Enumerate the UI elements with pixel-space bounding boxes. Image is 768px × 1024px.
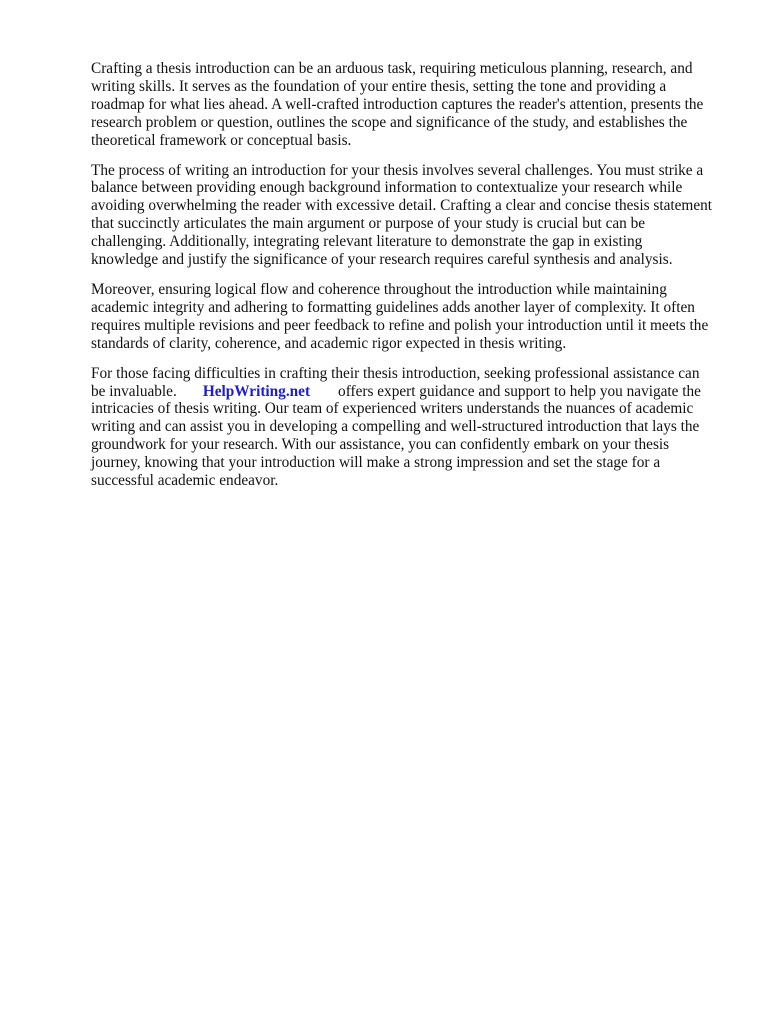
- helpwriting-link[interactable]: HelpWriting.net: [202, 382, 311, 400]
- text-line: academic integrity and adhering to formatting guidelines adds another layer of complexity. It often: [91, 298, 695, 316]
- text-segment: offers expert guidance and support to help you navigate the: [338, 382, 701, 400]
- text-line: requires multiple revisions and peer feedback to refine and polish your introduction until it meets the: [91, 316, 709, 334]
- text-line-with-link: [91, 383, 731, 401]
- text-line: balance between providing enough background information to contextualize your research while: [91, 179, 683, 197]
- text-line: standards of clarity, coherence, and academic rigor expected in thesis writing.: [91, 334, 567, 352]
- text-line: intricacies of thesis writing. Our team of experienced writers understands the nuances of academic: [91, 400, 694, 418]
- text-line: writing skills. It serves as the foundation of your entire thesis, setting the tone and providing a: [91, 77, 667, 95]
- text-line: For those facing difficulties in crafting their thesis introduction, seeking professional assistance can: [91, 364, 700, 382]
- text-line: knowledge and justify the significance of your research requires careful synthesis and analysis.: [91, 251, 673, 269]
- paragraph-coherence: [91, 281, 731, 353]
- text-line: journey, knowing that your introduction will make a strong impression and set the stage for a: [91, 454, 661, 472]
- text-line: groundwork for your research. With our assistance, you can confidently embark on your thesis: [91, 436, 670, 454]
- text-line: The process of writing an introduction for your thesis involves several challenges. You must strike a: [91, 161, 704, 179]
- text-line: Moreover, ensuring logical flow and coherence throughout the introduction while maintaining: [91, 280, 667, 298]
- text-segment: be invaluable.: [91, 382, 177, 400]
- text-line: avoiding overwhelming the reader with excessive detail. Crafting a clear and concise thesis statement: [91, 197, 713, 215]
- text-line: roadmap for what lies ahead. A well-crafted introduction captures the reader's attention, presents the: [91, 95, 704, 113]
- text-line: that succinctly articulates the main argument or purpose of your study is crucial but can be: [91, 215, 646, 233]
- text-line: research problem or question, outlines the scope and significance of the study, and establishes the: [91, 113, 688, 131]
- paragraph-intro: [91, 60, 731, 150]
- text-line: Crafting a thesis introduction can be an arduous task, requiring meticulous planning, research, and: [91, 60, 693, 77]
- text-line: writing and can assist you in developing a compelling and well-structured introduction that lays the: [91, 418, 700, 436]
- text-line: theoretical framework or conceptual basis.: [91, 131, 352, 149]
- paragraph-assistance: [91, 365, 731, 490]
- document-body: [91, 60, 731, 502]
- text-line: successful academic endeavor.: [91, 472, 279, 490]
- paragraph-challenges: [91, 162, 731, 269]
- text-line: challenging. Additionally, integrating relevant literature to demonstrate the gap in existing: [91, 233, 643, 251]
